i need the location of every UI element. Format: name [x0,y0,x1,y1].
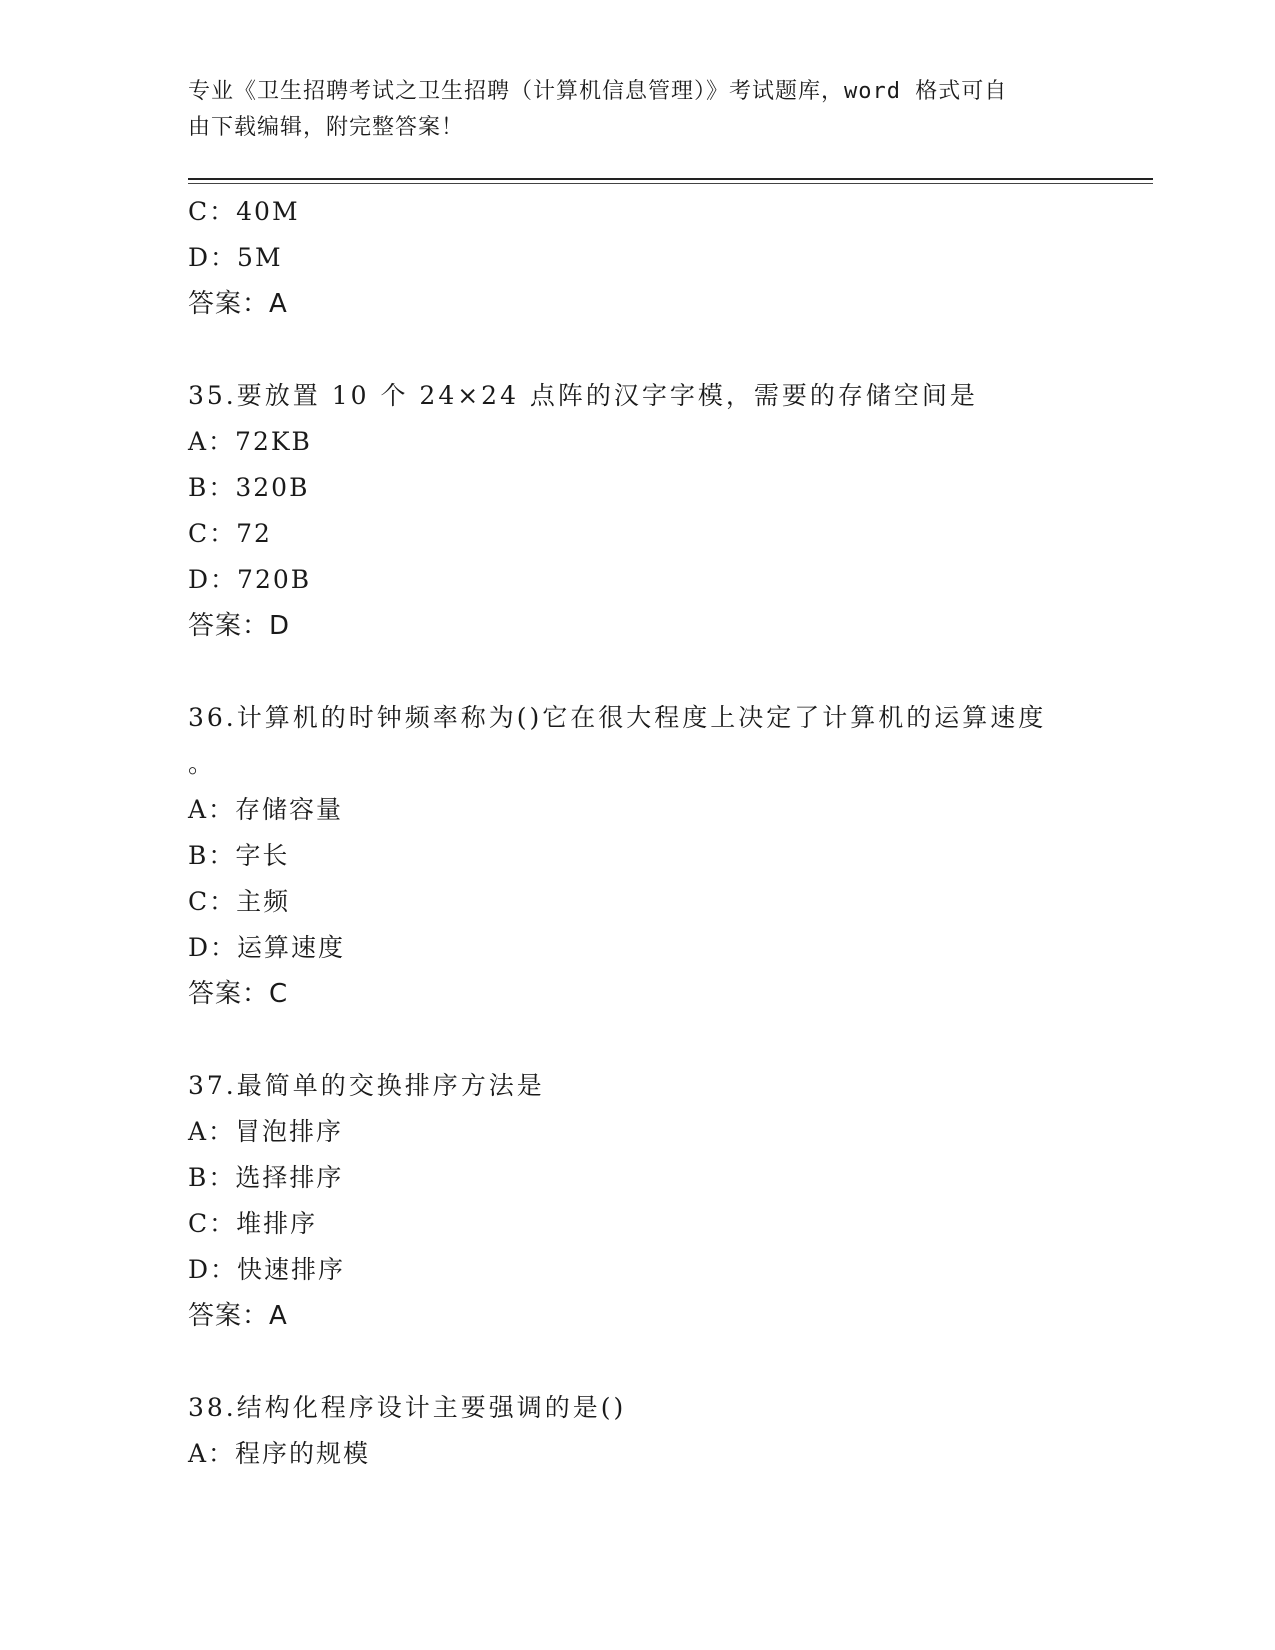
question-35 [188,373,1148,649]
question-text: 37.最简单的交换排序方法是 [188,1071,545,1100]
question-text: 36.计算机的时钟频率称为()它在很大程度上决定了计算机的运算速度 [188,703,1047,732]
option-a: A：冒泡排序 [188,1117,344,1146]
option-a: A：程序的规模 [188,1439,371,1468]
question-37 [188,1063,1148,1339]
question-36 [188,695,1148,1017]
spacer [188,649,1148,695]
option-d: D：运算速度 [188,933,346,962]
option-c: C：40M [188,197,300,226]
question-list [188,189,1148,1477]
option-c: C：堆排序 [188,1209,318,1238]
document-header [188,74,1078,146]
question-34 [188,189,1148,327]
header-line-1: 专业《卫生招聘考试之卫生招聘（计算机信息管理）》考试题库，word 格式可自 [188,79,1008,104]
option-b: B：选择排序 [188,1163,344,1192]
question-text: 35.要放置 10 个 24×24 点阵的汉字字模，需要的存储空间是 [188,381,978,410]
option-b: B：字长 [188,841,290,870]
spacer [188,327,1148,373]
spacer [188,1339,1148,1385]
answer: 答案：D [188,611,291,641]
header-divider-thick [188,178,1153,180]
option-b: B：320B [188,473,310,502]
option-d: D：720B [188,565,312,594]
question-text: 38.结构化程序设计主要强调的是() [188,1393,627,1422]
header-line-2: 由下载编辑，附完整答案！ [188,115,465,140]
answer: 答案：C [188,979,289,1009]
answer: 答案：A [188,289,288,319]
option-a: A：存储容量 [188,795,344,824]
question-text-continuation: 。 [188,749,216,778]
option-c: C：72 [188,519,272,548]
option-a: A：72KB [188,427,312,456]
option-d: D：快速排序 [188,1255,346,1284]
answer: 答案：A [188,1301,288,1331]
option-d: D：5M [188,243,283,272]
option-c: C：主频 [188,887,291,916]
question-38 [188,1385,1148,1477]
header-divider-thin [188,183,1153,184]
spacer [188,1017,1148,1063]
